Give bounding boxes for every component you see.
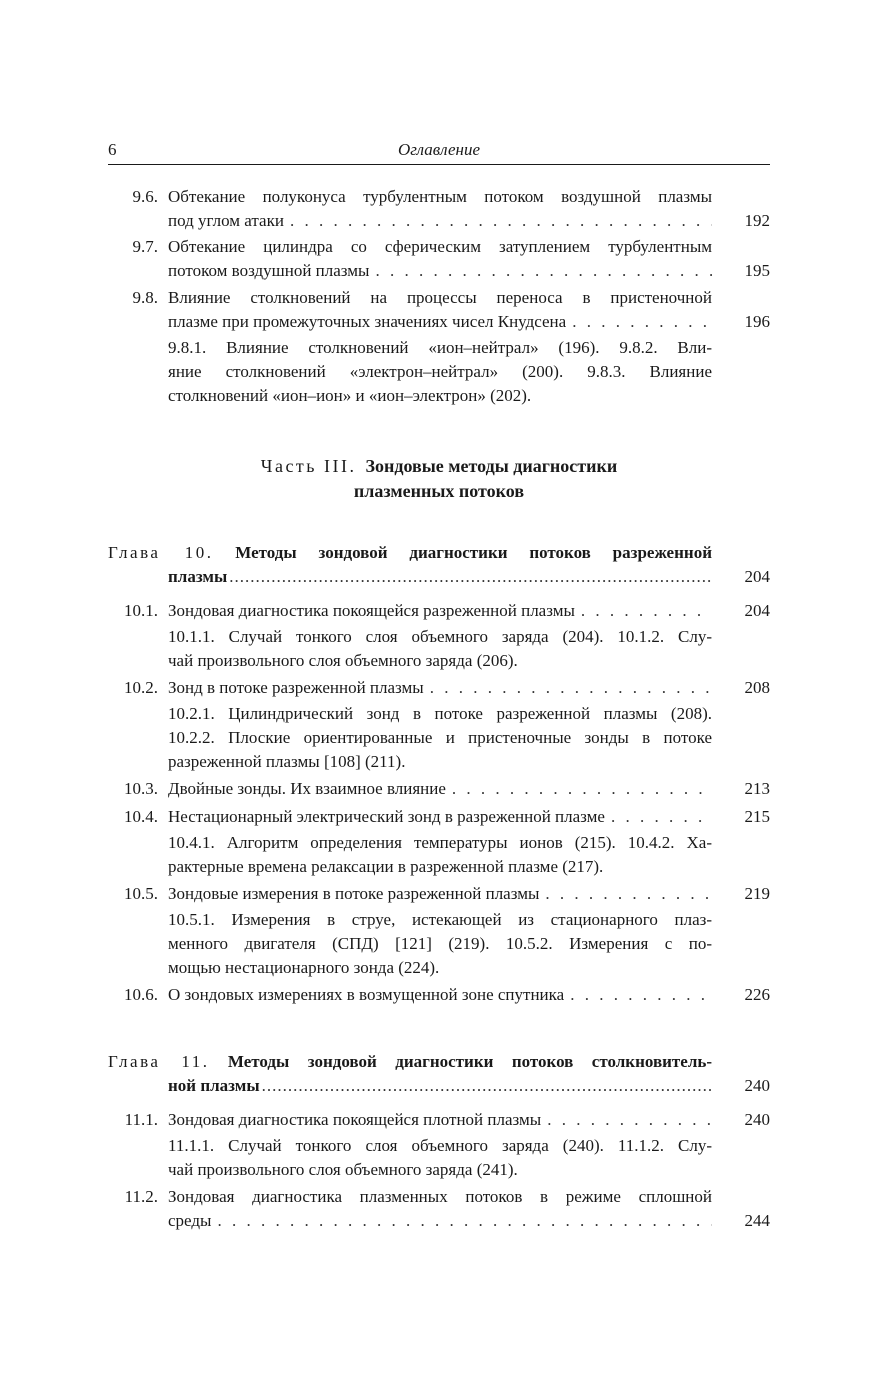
entry-title-cont: среды . . .: [168, 1211, 712, 1231]
entry-number: 9.6.: [132, 187, 158, 206]
entry-number: 10.5.: [124, 884, 158, 903]
entry-title-cont: под углом атаки . . .: [168, 211, 712, 231]
header-rule: [108, 164, 770, 165]
running-title: Оглавление: [397, 140, 481, 159]
entry-title-cont: потоком воздушной плазмы . . .: [168, 261, 712, 281]
entry-title: Влияние столкновений на процессы переноса в пристеночной: [168, 288, 712, 307]
entry-title: Зонд в потоке разреженной плазмы . . .: [168, 678, 712, 698]
entry-page: 244: [744, 1211, 770, 1230]
entry-page: 213: [744, 779, 770, 798]
entry-page: 219: [744, 884, 770, 903]
entry-number: 9.8.: [132, 288, 158, 307]
entry-number: 9.7.: [132, 237, 158, 256]
subsection-list: разреженной плазмы [108] (211).: [168, 752, 406, 771]
entry-page: 204: [744, 601, 770, 620]
entry-title: Зондовая диагностика покоящейся плотной плазмы . . .: [168, 1110, 712, 1130]
entry-title: Зондовая диагностика плазменных потоков в режиме сплошной: [168, 1187, 712, 1206]
entry-page: 195: [744, 261, 770, 280]
entry-page: 226: [744, 985, 770, 1004]
entry-title: Обтекание цилиндра со сферическим затуплением турбулентным: [168, 237, 712, 256]
subsection-list: яние столкновений «электрон–нейтрал» (200). 9.8.3. Влияние: [168, 362, 712, 381]
entry-title: Обтекание полуконуса турбулентным потоком воздушной плазмы: [168, 187, 712, 206]
subsection-list: 10.4.1. Алгоритм определения температуры ионов (215). 10.4.2. Ха-: [168, 833, 712, 852]
chapter-title: Глава 10. Методы зондовой диагностики потоков разреженной: [108, 543, 712, 562]
subsection-list: чай произвольного слоя объемного заряда (206).: [168, 651, 518, 670]
subsection-list: 10.1.1. Случай тонкого слоя объемного заряда (204). 10.1.2. Слу-: [168, 627, 712, 646]
entry-title: Зондовые измерения в потоке разреженной плазмы . . .: [168, 884, 712, 904]
entry-page: 196: [744, 312, 770, 331]
chapter-title-cont: ной плазмы .....: [168, 1076, 712, 1096]
entry-number: 10.4.: [124, 807, 158, 826]
chapter-title: Глава 11. Методы зондовой диагностики потоков столкновитель-: [108, 1052, 713, 1071]
subsection-list: менного двигателя (СПД) [121] (219). 10.5.2. Измерения с по-: [168, 934, 712, 953]
entry-number: 10.2.: [124, 678, 158, 697]
subsection-list: рактерные времена релаксации в разреженной плазме (217).: [168, 857, 604, 876]
subsection-list: 11.1.1. Случай тонкого слоя объемного заряда (240). 11.1.2. Слу-: [168, 1136, 712, 1155]
entry-page: 208: [744, 678, 770, 697]
part-title-cont: плазменных потоков: [353, 481, 525, 501]
subsection-list: 10.2.1. Цилиндрический зонд в потоке разреженной плазмы (208).: [168, 704, 712, 723]
subsection-list: чай произвольного слоя объемного заряда (241).: [168, 1160, 518, 1179]
entry-title: Нестационарный электрический зонд в разреженной плазме . . .: [168, 807, 712, 827]
part-title: Зондовые методы диагностики: [365, 456, 618, 476]
entry-page: 192: [744, 211, 770, 230]
entry-title: О зондовых измерениях в возмущенной зоне спутника . . .: [168, 985, 712, 1005]
entry-page: 240: [744, 1110, 770, 1129]
part-heading: [108, 454, 770, 479]
entry-number: 10.1.: [124, 601, 158, 620]
chapter-title-cont: плазмы .....: [168, 567, 712, 587]
part-heading-cont: [108, 479, 770, 504]
entry-number: 10.3.: [124, 779, 158, 798]
page-number: 6: [108, 140, 117, 159]
chapter-page: 204: [744, 567, 770, 586]
subsection-list: 10.5.1. Измерения в струе, истекающей из стационарного плаз-: [168, 910, 712, 929]
entry-title-cont: плазме при промежуточных значениях чисел Кнудсена . . .: [168, 312, 712, 332]
part-label: Часть III.: [260, 456, 357, 476]
entry-number: 11.1.: [124, 1110, 158, 1129]
subsection-list: столкновений «ион–ион» и «ион–электрон» (202).: [168, 386, 532, 405]
entry-page: 215: [744, 807, 770, 826]
chapter-page: 240: [744, 1076, 770, 1095]
subsection-list: 10.2.2. Плоские ориентированные и пристеночные зонды в потоке: [168, 728, 712, 747]
subsection-list: 9.8.1. Влияние столкновений «ион–нейтрал» (196). 9.8.2. Вли-: [168, 338, 712, 357]
entry-title: Двойные зонды. Их взаимное влияние . . .: [168, 779, 712, 799]
subsection-list: мощью нестационарного зонда (224).: [168, 958, 440, 977]
entry-number: 11.2.: [124, 1187, 158, 1206]
entry-title: Зондовая диагностика покоящейся разреженной плазмы . . .: [168, 601, 712, 621]
entry-number: 10.6.: [124, 985, 158, 1004]
